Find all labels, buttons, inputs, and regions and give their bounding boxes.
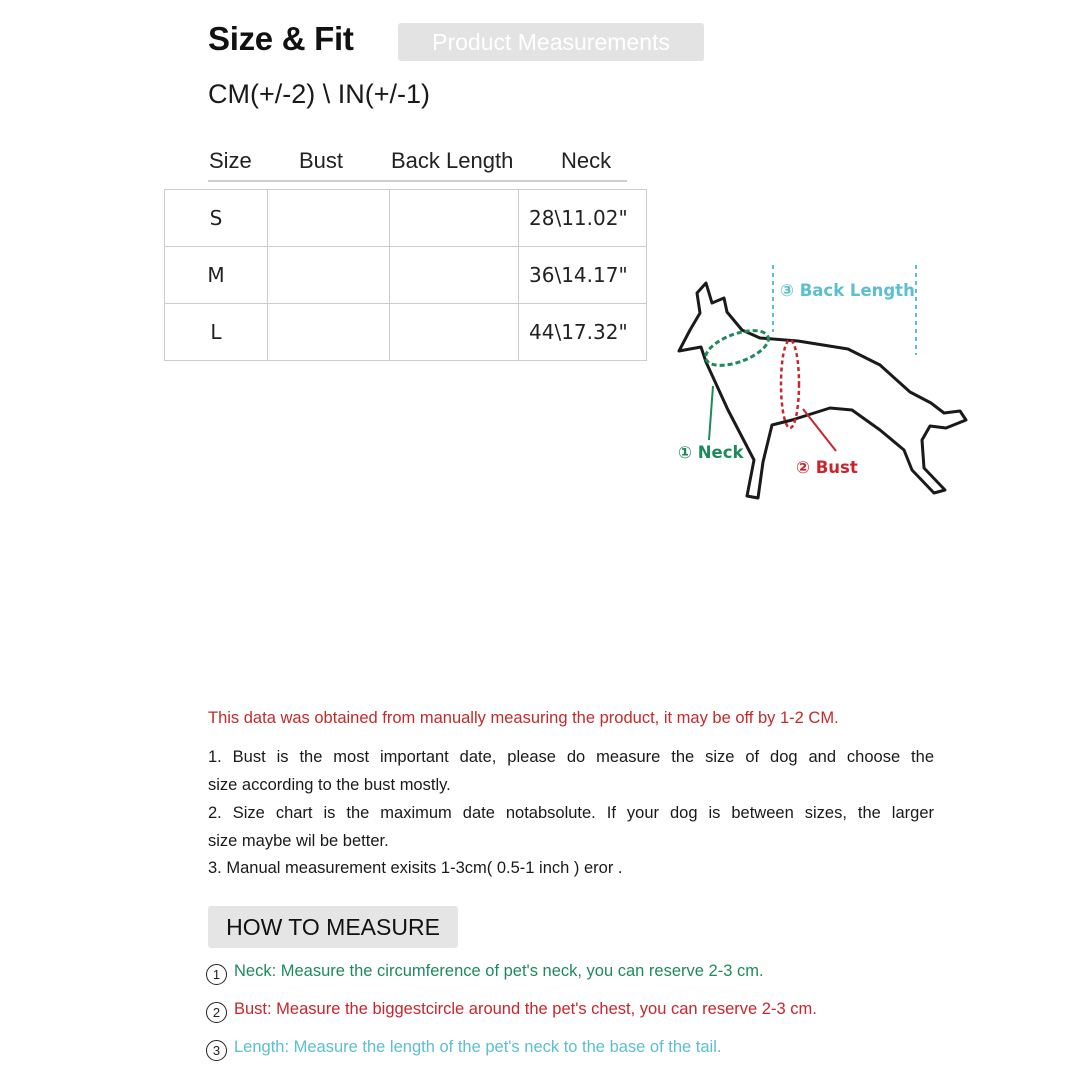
bust-label: ② Bust (796, 458, 858, 477)
column-header-back-length: Back Length (391, 148, 514, 173)
table-row (165, 304, 647, 361)
column-header-size: Size (209, 148, 252, 173)
column-header-bust: Bust (299, 148, 344, 173)
note-2-line-1: 2. Size chart is the maximum date notabsolute. If your dog is between sizes, the larger (208, 804, 934, 822)
measure-item-text: Neck: Measure the circumference of pet's neck, you can reserve 2-3 cm. (234, 962, 764, 980)
cell-bust (268, 190, 390, 247)
measure-item-length (206, 1038, 721, 1061)
accuracy-warning: This data was obtained from manually measuring the product, it may be off by 1-2 CM. (208, 709, 839, 727)
measure-item-text: Length: Measure the length of the pet's neck to the base of the tail. (234, 1038, 722, 1056)
note-3: 3. Manual measurement exisits 1-3cm( 0.5-1 inch ) eror . (208, 859, 623, 877)
circled-number-2-icon: 2 (206, 1002, 227, 1023)
column-header-neck: Neck (561, 148, 612, 173)
cell-neck: 28\11.02" (519, 190, 647, 247)
cell-neck: 44\17.32" (519, 304, 647, 361)
note-1-line-1: 1. Bust is the most important date, please do measure the size of dog and choose the (208, 748, 934, 766)
note-2-line-2: size maybe wil be better. (208, 832, 389, 850)
neck-label: ① Neck (678, 443, 744, 462)
cell-size: L (165, 304, 268, 361)
bust-pointer-line (803, 409, 836, 451)
cell-back-length (390, 247, 519, 304)
measure-item-text: Bust: Measure the biggestcircle around the pet's chest, you can reserve 2-3 cm. (234, 1000, 817, 1018)
tolerance-note: CM(+/-2) \ IN(+/-1) (208, 79, 431, 109)
page-title: Size & Fit (208, 20, 354, 57)
cell-bust (268, 247, 390, 304)
cell-neck: 36\14.17" (519, 247, 647, 304)
cell-bust (268, 304, 390, 361)
dog-measurement-diagram (660, 255, 980, 505)
cell-size: M (165, 247, 268, 304)
how-to-measure-heading: HOW TO MEASURE (208, 906, 458, 948)
header-divider (208, 180, 627, 182)
neck-measure-ring (701, 324, 773, 373)
table-row (165, 190, 647, 247)
back-length-label: ③ Back Length (780, 281, 915, 300)
table-row (165, 247, 647, 304)
cell-back-length (390, 304, 519, 361)
circled-number-3-icon: 3 (206, 1040, 227, 1061)
measure-item-bust (206, 1000, 817, 1023)
measure-item-neck (206, 962, 764, 985)
size-table (164, 189, 647, 361)
neck-pointer-line (709, 386, 713, 440)
cell-back-length (390, 190, 519, 247)
bust-measure-loop (781, 340, 799, 428)
cell-size: S (165, 190, 268, 247)
note-1-line-2: size according to the bust mostly. (208, 776, 451, 794)
circled-number-1-icon: 1 (206, 964, 227, 985)
product-measurements-badge: Product Measurements (398, 23, 704, 61)
